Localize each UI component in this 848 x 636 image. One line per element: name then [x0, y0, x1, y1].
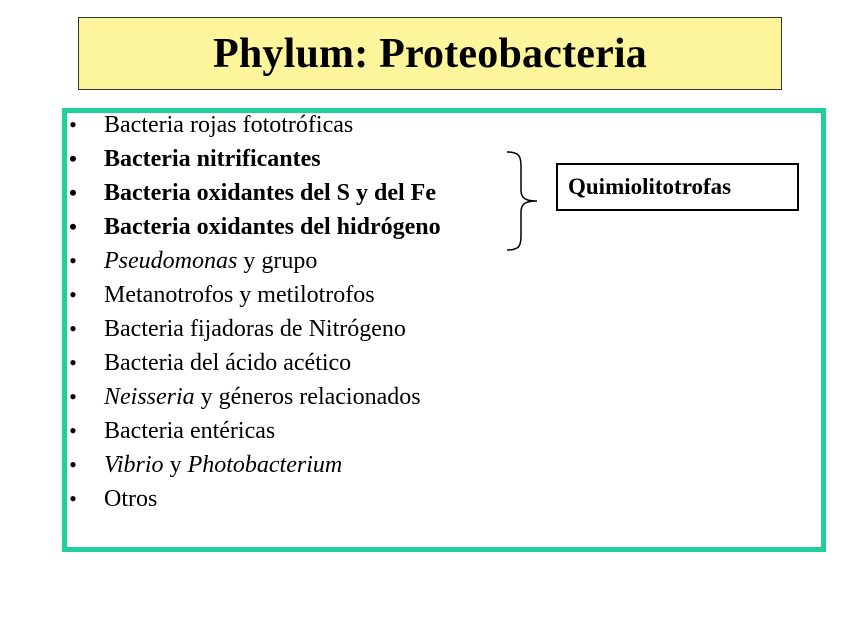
item-text: y géneros relacionados: [194, 384, 421, 410]
list-item: [66, 380, 546, 414]
list-item: [66, 414, 546, 448]
bullet-icon: •: [69, 350, 77, 375]
list-item: [66, 278, 546, 312]
item-genus: Photobacterium: [187, 452, 343, 478]
item-genus: Pseudomonas: [104, 248, 238, 274]
bullet-icon: •: [69, 180, 77, 205]
list-item: [66, 210, 546, 244]
bullet-icon: •: [69, 146, 77, 171]
item-text: Metanotrofos y metilotrofos: [104, 282, 375, 308]
item-text: y: [163, 452, 188, 478]
item-text: Otros: [104, 486, 158, 512]
item-text: Bacteria fijadoras de Nitrógeno: [104, 316, 406, 342]
item-text: Bacteria rojas fototróficas: [104, 112, 354, 138]
group-label-box: [556, 163, 799, 211]
item-genus: Neisseria: [104, 384, 195, 410]
bullet-list: [66, 108, 546, 516]
item-text: Bacteria oxidantes del S y del Fe: [104, 180, 436, 206]
list-item: [66, 448, 546, 482]
item-text: Bacteria del ácido acético: [104, 350, 352, 376]
bullet-icon: •: [69, 452, 77, 477]
bullet-icon: •: [69, 248, 77, 273]
title-box: [78, 17, 782, 90]
list-item: [66, 244, 546, 278]
bullet-icon: •: [69, 282, 77, 307]
item-genus: Vibrio: [104, 452, 164, 478]
bullet-icon: •: [69, 418, 77, 443]
bullet-icon: •: [69, 486, 77, 511]
bullet-icon: •: [69, 214, 77, 239]
bullet-icon: •: [69, 112, 77, 137]
list-item: [66, 312, 546, 346]
list-item: [66, 346, 546, 380]
item-text: Bacteria oxidantes del hidrógeno: [104, 214, 441, 240]
bullet-icon: •: [69, 316, 77, 341]
bullet-icon: •: [69, 384, 77, 409]
list-item: [66, 108, 546, 142]
slide-title: Phylum: Proteobacteria: [212, 30, 648, 77]
item-text: Bacteria entéricas: [104, 418, 276, 444]
list-item: [66, 142, 546, 176]
item-text: y grupo: [237, 248, 318, 274]
curly-brace-icon: [505, 150, 541, 252]
list-item: [66, 176, 546, 210]
group-label: Quimiolitotrofas: [568, 174, 732, 199]
item-text: Bacteria nitrificantes: [104, 146, 321, 172]
list-item: [66, 482, 546, 516]
